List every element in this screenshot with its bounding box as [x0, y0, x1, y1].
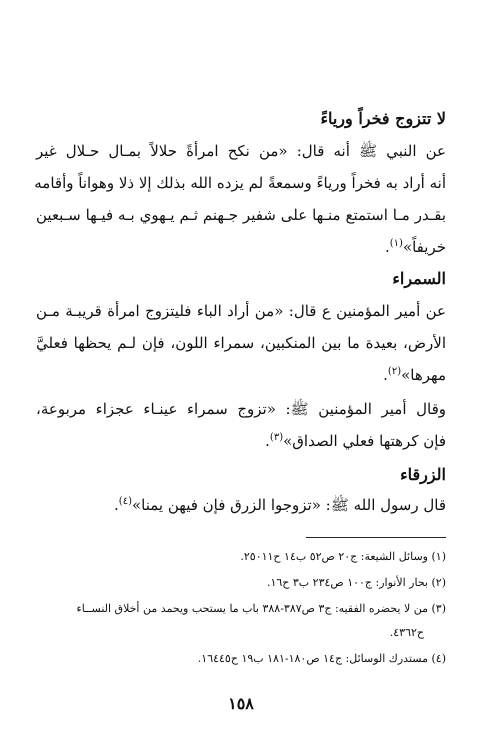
footnote-divider — [306, 537, 446, 538]
footnote-ref: (٢) — [387, 366, 402, 377]
footnote-ref: (١) — [389, 238, 403, 249]
page-number: ١٥٨ — [228, 694, 254, 713]
text-line-last: مهرها»$^{(٢)}$. — [383, 366, 446, 384]
text-line: الأرض، بعيدة ما بين المنكبين، سمراء اللون، فإن لـم يحظها فعليَّ — [36, 334, 446, 352]
section-heading-blue-eyed: الزرقاء — [400, 465, 446, 484]
text-line-last: فإن كرهتها فعلي الصداق»$^{(٣)}$. — [265, 432, 446, 450]
text-line: وقال أمير المؤمنين ﷺ: «تزوج سمراء عينـاء عجزاء مربوعة، — [36, 400, 446, 418]
section-heading-dark-skin: السمراء — [392, 269, 446, 288]
footnote: (٣) من لا يحضره الفقيه: ج٣ ص٣٨٧-٣٨٨ باب ما يستحب ويحمد من أخلاق النســاء — [76, 602, 446, 615]
text-line: عن أمير المؤمنين ع قال: «من أراد الباء فليتزوج امرأة قريبـة مـن — [36, 302, 446, 320]
text-line-last: خريفاً»$^{(١)}$. — [384, 238, 446, 256]
footnote: (٢) بحار الأنوار: ج١٠٠ ص٢٣٤ ب٣ ح١٦. — [266, 576, 446, 589]
footnote-continuation: ح٤٣٦٢. — [389, 626, 424, 639]
footnote-ref: (٣) — [269, 432, 284, 443]
footnote-ref: (٤) — [118, 496, 132, 507]
text-line-last: قال رسول الله ﷺ: «تزوجوا الزرق فإن فيهن يمنا»$^{(٤)}$. — [114, 496, 446, 514]
footnote: (٤) مستدرك الوسائل: ج١٤ ص١٨٠-١٨١ ب١٩ ح١٦٤٤٥. — [197, 652, 446, 665]
text-line: عن النبي ﷺ أنه قال: «من نكح امرأةً حلالاً بمـال حـلال غير — [36, 142, 446, 160]
text-line: بقـدر مـا استمتع منـها على شفير جـهنم ثـم يـهوي بـه فيـها سـبعين — [36, 206, 446, 224]
section-heading-boasting: لا تتزوج فخراً ورياءً — [320, 109, 446, 128]
footnote: (١) وسائل الشيعة: ج٢٠ ص٥٢ ب١٤ ح٢٥٠١١. — [240, 550, 446, 563]
text-line: أنه أراد به فخراً ورياءً وسمعةً لم يزده الله بذلك إلا ذلا وهواناً وأقامه — [34, 174, 446, 192]
